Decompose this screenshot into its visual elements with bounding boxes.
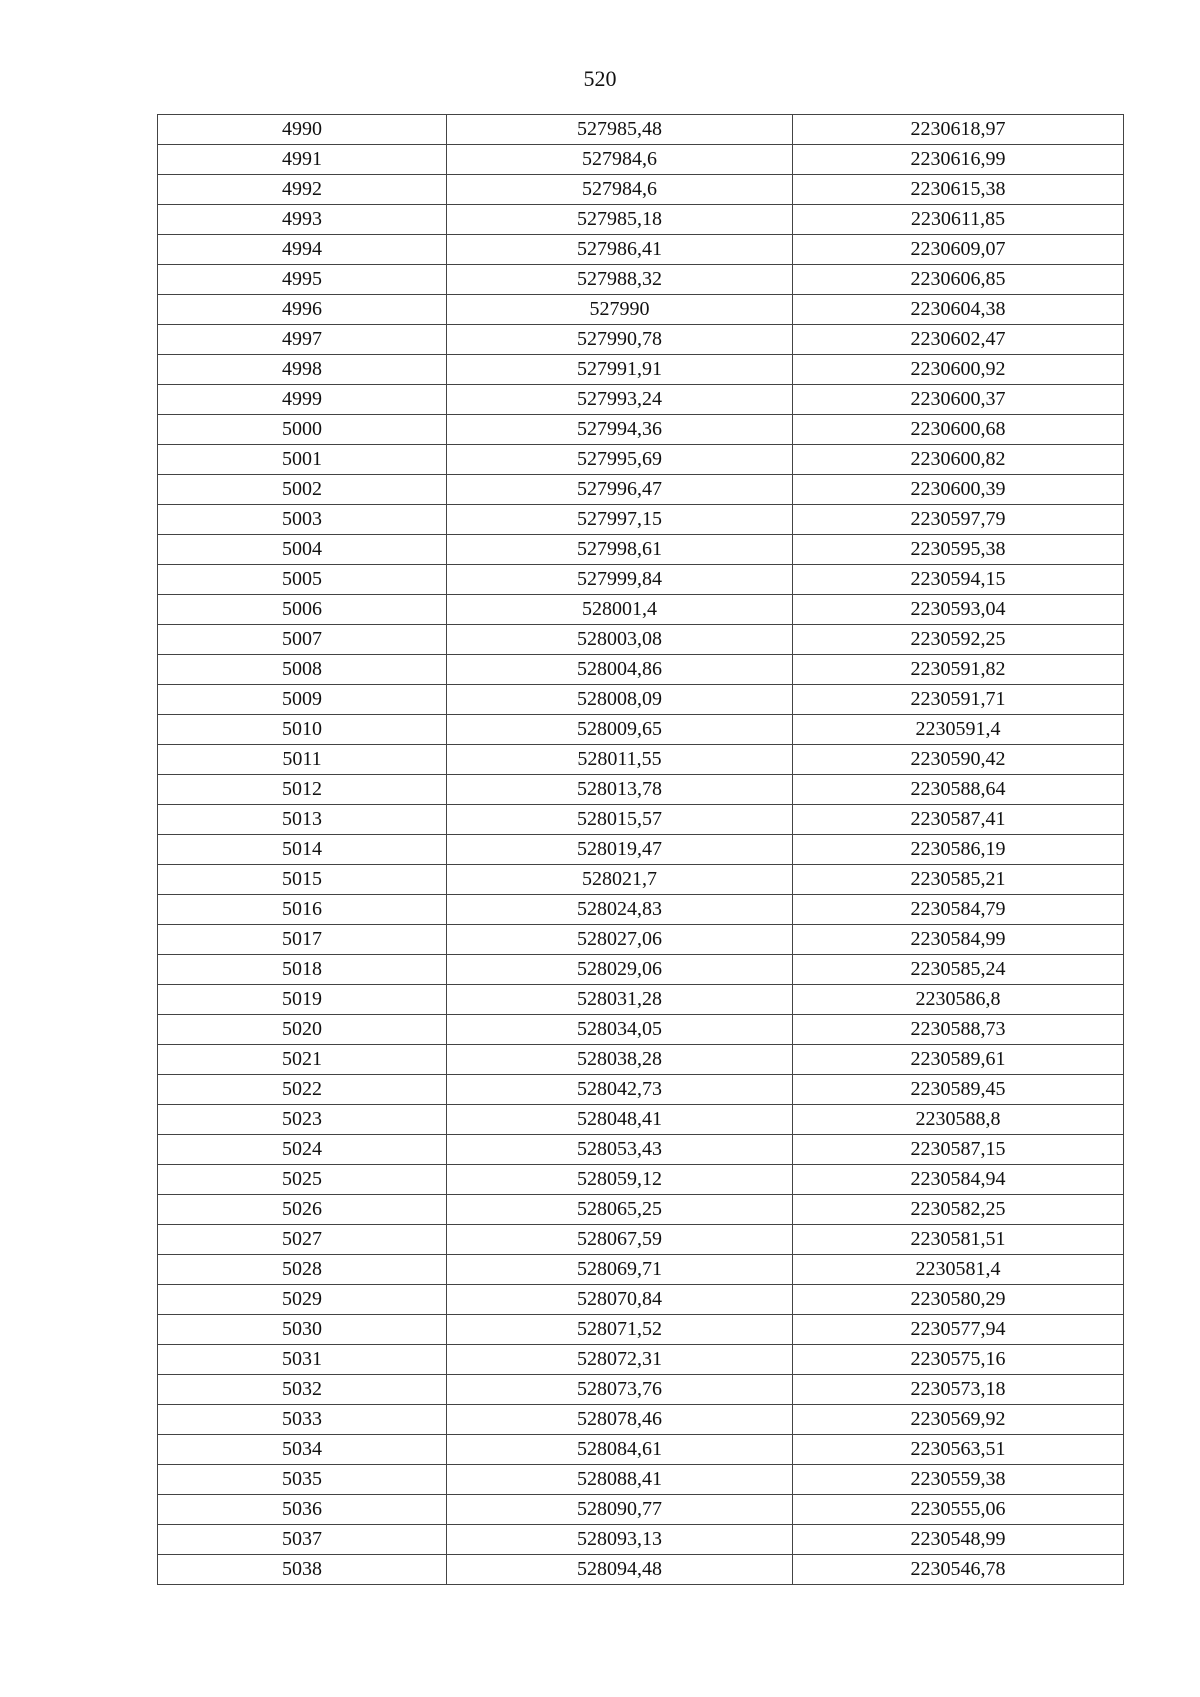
table-row xyxy=(158,925,1124,955)
y-coordinate-cell: 2230569,92 xyxy=(793,1405,1124,1435)
table-row xyxy=(158,1465,1124,1495)
table-row xyxy=(158,805,1124,835)
point-number-cell: 5036 xyxy=(158,1495,447,1525)
point-number-cell: 4992 xyxy=(158,175,447,205)
y-coordinate-cell: 2230563,51 xyxy=(793,1435,1124,1465)
x-coordinate-cell: 528029,06 xyxy=(447,955,793,985)
y-coordinate-cell: 2230597,79 xyxy=(793,505,1124,535)
table-row xyxy=(158,445,1124,475)
x-coordinate-cell: 528090,77 xyxy=(447,1495,793,1525)
point-number-cell: 5007 xyxy=(158,625,447,655)
y-coordinate-cell: 2230584,94 xyxy=(793,1165,1124,1195)
x-coordinate-cell: 527991,91 xyxy=(447,355,793,385)
y-coordinate-cell: 2230591,82 xyxy=(793,655,1124,685)
x-coordinate-cell: 528024,83 xyxy=(447,895,793,925)
table-row xyxy=(158,295,1124,325)
point-number-cell: 5032 xyxy=(158,1375,447,1405)
point-number-cell: 5024 xyxy=(158,1135,447,1165)
x-coordinate-cell: 528053,43 xyxy=(447,1135,793,1165)
point-number-cell: 5018 xyxy=(158,955,447,985)
point-number-cell: 5000 xyxy=(158,415,447,445)
x-coordinate-cell: 528004,86 xyxy=(447,655,793,685)
table-row xyxy=(158,1195,1124,1225)
table-row xyxy=(158,385,1124,415)
table-row xyxy=(158,1495,1124,1525)
coordinates-table xyxy=(157,114,1124,1585)
table-row xyxy=(158,595,1124,625)
y-coordinate-cell: 2230615,38 xyxy=(793,175,1124,205)
x-coordinate-cell: 527984,6 xyxy=(447,145,793,175)
table-row xyxy=(158,115,1124,145)
x-coordinate-cell: 528027,06 xyxy=(447,925,793,955)
y-coordinate-cell: 2230555,06 xyxy=(793,1495,1124,1525)
y-coordinate-cell: 2230604,38 xyxy=(793,295,1124,325)
point-number-cell: 5023 xyxy=(158,1105,447,1135)
x-coordinate-cell: 528009,65 xyxy=(447,715,793,745)
y-coordinate-cell: 2230588,64 xyxy=(793,775,1124,805)
x-coordinate-cell: 528073,76 xyxy=(447,1375,793,1405)
y-coordinate-cell: 2230548,99 xyxy=(793,1525,1124,1555)
point-number-cell: 5010 xyxy=(158,715,447,745)
x-coordinate-cell: 527998,61 xyxy=(447,535,793,565)
y-coordinate-cell: 2230587,15 xyxy=(793,1135,1124,1165)
point-number-cell: 5025 xyxy=(158,1165,447,1195)
y-coordinate-cell: 2230577,94 xyxy=(793,1315,1124,1345)
point-number-cell: 5022 xyxy=(158,1075,447,1105)
y-coordinate-cell: 2230585,21 xyxy=(793,865,1124,895)
point-number-cell: 5038 xyxy=(158,1555,447,1585)
x-coordinate-cell: 528059,12 xyxy=(447,1165,793,1195)
point-number-cell: 5008 xyxy=(158,655,447,685)
y-coordinate-cell: 2230582,25 xyxy=(793,1195,1124,1225)
y-coordinate-cell: 2230559,38 xyxy=(793,1465,1124,1495)
x-coordinate-cell: 528011,55 xyxy=(447,745,793,775)
table-row xyxy=(158,985,1124,1015)
table-row xyxy=(158,1225,1124,1255)
table-row xyxy=(158,1075,1124,1105)
x-coordinate-cell: 527994,36 xyxy=(447,415,793,445)
x-coordinate-cell: 528008,09 xyxy=(447,685,793,715)
point-number-cell: 4996 xyxy=(158,295,447,325)
point-number-cell: 5001 xyxy=(158,445,447,475)
x-coordinate-cell: 528048,41 xyxy=(447,1105,793,1135)
x-coordinate-cell: 527985,18 xyxy=(447,205,793,235)
point-number-cell: 4994 xyxy=(158,235,447,265)
y-coordinate-cell: 2230606,85 xyxy=(793,265,1124,295)
x-coordinate-cell: 528021,7 xyxy=(447,865,793,895)
x-coordinate-cell: 527988,32 xyxy=(447,265,793,295)
point-number-cell: 5033 xyxy=(158,1405,447,1435)
table-row xyxy=(158,1165,1124,1195)
table-row xyxy=(158,205,1124,235)
point-number-cell: 5003 xyxy=(158,505,447,535)
point-number-cell: 4998 xyxy=(158,355,447,385)
x-coordinate-cell: 527985,48 xyxy=(447,115,793,145)
y-coordinate-cell: 2230587,41 xyxy=(793,805,1124,835)
y-coordinate-cell: 2230600,92 xyxy=(793,355,1124,385)
point-number-cell: 5035 xyxy=(158,1465,447,1495)
y-coordinate-cell: 2230546,78 xyxy=(793,1555,1124,1585)
table-row xyxy=(158,1555,1124,1585)
point-number-cell: 5011 xyxy=(158,745,447,775)
x-coordinate-cell: 528031,28 xyxy=(447,985,793,1015)
table-row xyxy=(158,325,1124,355)
table-row xyxy=(158,1015,1124,1045)
y-coordinate-cell: 2230575,16 xyxy=(793,1345,1124,1375)
point-number-cell: 5027 xyxy=(158,1225,447,1255)
x-coordinate-cell: 527996,47 xyxy=(447,475,793,505)
x-coordinate-cell: 527986,41 xyxy=(447,235,793,265)
y-coordinate-cell: 2230609,07 xyxy=(793,235,1124,265)
x-coordinate-cell: 528071,52 xyxy=(447,1315,793,1345)
x-coordinate-cell: 528067,59 xyxy=(447,1225,793,1255)
table-row xyxy=(158,235,1124,265)
y-coordinate-cell: 2230581,51 xyxy=(793,1225,1124,1255)
y-coordinate-cell: 2230600,37 xyxy=(793,385,1124,415)
x-coordinate-cell: 527984,6 xyxy=(447,175,793,205)
point-number-cell: 4990 xyxy=(158,115,447,145)
table-row xyxy=(158,625,1124,655)
table-row xyxy=(158,1345,1124,1375)
y-coordinate-cell: 2230586,19 xyxy=(793,835,1124,865)
table-row xyxy=(158,1405,1124,1435)
table-row xyxy=(158,355,1124,385)
table-row xyxy=(158,895,1124,925)
table-row xyxy=(158,1525,1124,1555)
y-coordinate-cell: 2230591,4 xyxy=(793,715,1124,745)
point-number-cell: 5014 xyxy=(158,835,447,865)
y-coordinate-cell: 2230594,15 xyxy=(793,565,1124,595)
y-coordinate-cell: 2230588,8 xyxy=(793,1105,1124,1135)
table-row xyxy=(158,1135,1124,1165)
table-row xyxy=(158,655,1124,685)
y-coordinate-cell: 2230592,25 xyxy=(793,625,1124,655)
table-row xyxy=(158,505,1124,535)
point-number-cell: 5028 xyxy=(158,1255,447,1285)
point-number-cell: 5016 xyxy=(158,895,447,925)
y-coordinate-cell: 2230588,73 xyxy=(793,1015,1124,1045)
point-number-cell: 5034 xyxy=(158,1435,447,1465)
table-row xyxy=(158,1285,1124,1315)
point-number-cell: 4993 xyxy=(158,205,447,235)
x-coordinate-cell: 527990 xyxy=(447,295,793,325)
y-coordinate-cell: 2230586,8 xyxy=(793,985,1124,1015)
y-coordinate-cell: 2230581,4 xyxy=(793,1255,1124,1285)
x-coordinate-cell: 527999,84 xyxy=(447,565,793,595)
x-coordinate-cell: 527995,69 xyxy=(447,445,793,475)
x-coordinate-cell: 528094,48 xyxy=(447,1555,793,1585)
x-coordinate-cell: 528069,71 xyxy=(447,1255,793,1285)
table-row xyxy=(158,1375,1124,1405)
point-number-cell: 4995 xyxy=(158,265,447,295)
point-number-cell: 5013 xyxy=(158,805,447,835)
point-number-cell: 5026 xyxy=(158,1195,447,1225)
y-coordinate-cell: 2230600,68 xyxy=(793,415,1124,445)
y-coordinate-cell: 2230573,18 xyxy=(793,1375,1124,1405)
point-number-cell: 4997 xyxy=(158,325,447,355)
y-coordinate-cell: 2230585,24 xyxy=(793,955,1124,985)
x-coordinate-cell: 528065,25 xyxy=(447,1195,793,1225)
x-coordinate-cell: 528019,47 xyxy=(447,835,793,865)
point-number-cell: 4991 xyxy=(158,145,447,175)
table-row xyxy=(158,535,1124,565)
table-row xyxy=(158,1045,1124,1075)
y-coordinate-cell: 2230580,29 xyxy=(793,1285,1124,1315)
y-coordinate-cell: 2230590,42 xyxy=(793,745,1124,775)
point-number-cell: 5004 xyxy=(158,535,447,565)
y-coordinate-cell: 2230593,04 xyxy=(793,595,1124,625)
table-row xyxy=(158,1105,1124,1135)
point-number-cell: 5019 xyxy=(158,985,447,1015)
point-number-cell: 5021 xyxy=(158,1045,447,1075)
x-coordinate-cell: 528070,84 xyxy=(447,1285,793,1315)
table-row xyxy=(158,1315,1124,1345)
table-row xyxy=(158,415,1124,445)
y-coordinate-cell: 2230591,71 xyxy=(793,685,1124,715)
x-coordinate-cell: 528003,08 xyxy=(447,625,793,655)
point-number-cell: 5031 xyxy=(158,1345,447,1375)
y-coordinate-cell: 2230589,61 xyxy=(793,1045,1124,1075)
point-number-cell: 5037 xyxy=(158,1525,447,1555)
y-coordinate-cell: 2230584,99 xyxy=(793,925,1124,955)
y-coordinate-cell: 2230589,45 xyxy=(793,1075,1124,1105)
point-number-cell: 4999 xyxy=(158,385,447,415)
table-row xyxy=(158,715,1124,745)
table-row xyxy=(158,865,1124,895)
table-row xyxy=(158,1255,1124,1285)
y-coordinate-cell: 2230611,85 xyxy=(793,205,1124,235)
x-coordinate-cell: 528001,4 xyxy=(447,595,793,625)
table-row xyxy=(158,835,1124,865)
table-row xyxy=(158,745,1124,775)
x-coordinate-cell: 528038,28 xyxy=(447,1045,793,1075)
x-coordinate-cell: 528042,73 xyxy=(447,1075,793,1105)
table-row xyxy=(158,1435,1124,1465)
point-number-cell: 5020 xyxy=(158,1015,447,1045)
y-coordinate-cell: 2230616,99 xyxy=(793,145,1124,175)
x-coordinate-cell: 528015,57 xyxy=(447,805,793,835)
point-number-cell: 5005 xyxy=(158,565,447,595)
y-coordinate-cell: 2230602,47 xyxy=(793,325,1124,355)
point-number-cell: 5029 xyxy=(158,1285,447,1315)
y-coordinate-cell: 2230595,38 xyxy=(793,535,1124,565)
x-coordinate-cell: 527997,15 xyxy=(447,505,793,535)
point-number-cell: 5017 xyxy=(158,925,447,955)
point-number-cell: 5009 xyxy=(158,685,447,715)
coordinates-table-body xyxy=(158,115,1124,1585)
table-row xyxy=(158,265,1124,295)
y-coordinate-cell: 2230600,39 xyxy=(793,475,1124,505)
y-coordinate-cell: 2230618,97 xyxy=(793,115,1124,145)
page-number: 520 xyxy=(583,66,617,91)
table-row xyxy=(158,565,1124,595)
table-row xyxy=(158,955,1124,985)
point-number-cell: 5012 xyxy=(158,775,447,805)
point-number-cell: 5015 xyxy=(158,865,447,895)
point-number-cell: 5030 xyxy=(158,1315,447,1345)
point-number-cell: 5002 xyxy=(158,475,447,505)
table-row xyxy=(158,175,1124,205)
x-coordinate-cell: 528084,61 xyxy=(447,1435,793,1465)
point-number-cell: 5006 xyxy=(158,595,447,625)
x-coordinate-cell: 528093,13 xyxy=(447,1525,793,1555)
table-row xyxy=(158,475,1124,505)
y-coordinate-cell: 2230600,82 xyxy=(793,445,1124,475)
x-coordinate-cell: 528078,46 xyxy=(447,1405,793,1435)
x-coordinate-cell: 528034,05 xyxy=(447,1015,793,1045)
table-row xyxy=(158,685,1124,715)
x-coordinate-cell: 527990,78 xyxy=(447,325,793,355)
x-coordinate-cell: 528072,31 xyxy=(447,1345,793,1375)
x-coordinate-cell: 527993,24 xyxy=(447,385,793,415)
table-row xyxy=(158,145,1124,175)
table-row xyxy=(158,775,1124,805)
x-coordinate-cell: 528088,41 xyxy=(447,1465,793,1495)
y-coordinate-cell: 2230584,79 xyxy=(793,895,1124,925)
x-coordinate-cell: 528013,78 xyxy=(447,775,793,805)
